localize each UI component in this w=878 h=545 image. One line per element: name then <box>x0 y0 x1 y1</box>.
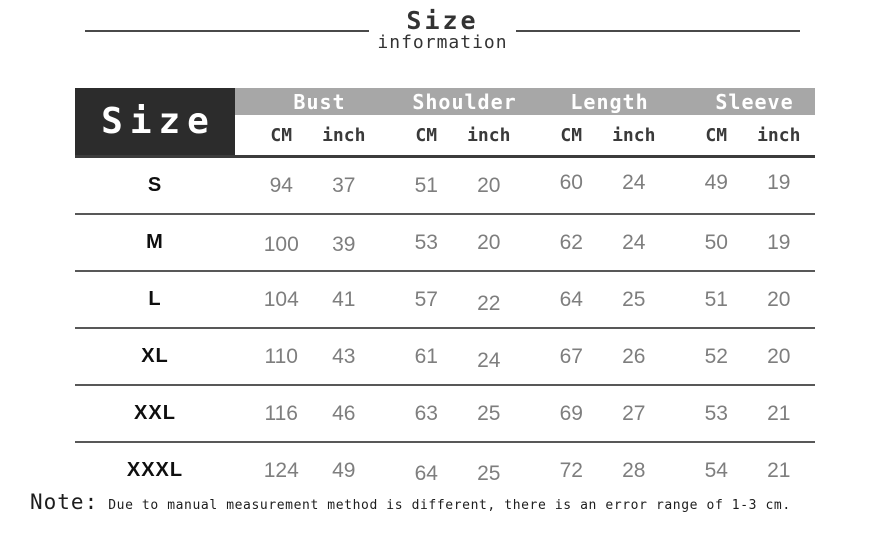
unit-header-row <box>235 115 815 155</box>
value-cell: 116 <box>264 401 298 425</box>
value-cell: 110 <box>264 344 298 368</box>
value-cell: 50 <box>704 230 728 254</box>
value-cell: 62 <box>559 230 583 254</box>
column-group-row <box>235 88 815 115</box>
table-header <box>75 88 815 158</box>
title-text <box>377 8 507 53</box>
value-cell: 60 <box>559 170 583 194</box>
value-cell: 54 <box>704 458 728 482</box>
value-cell: 20 <box>477 173 501 197</box>
value-cell: 20 <box>477 230 501 254</box>
column-group-bust: Bust <box>293 89 346 114</box>
size-label: XL <box>141 345 169 367</box>
value-cell: 24 <box>622 170 646 194</box>
value-cell: 20 <box>767 287 791 311</box>
table-row <box>75 215 815 272</box>
title-left-rule <box>85 30 369 32</box>
value-cell: 104 <box>263 287 299 311</box>
value-cell: 64 <box>559 287 583 311</box>
value-cell: 20 <box>767 344 791 368</box>
table-row <box>75 158 815 215</box>
title-right-rule <box>516 30 800 32</box>
table-row <box>75 386 815 443</box>
value-cell: 27 <box>622 401 646 425</box>
value-cell: 25 <box>477 401 501 425</box>
value-cell: 51 <box>414 173 438 197</box>
column-group-length: Length <box>570 89 649 114</box>
unit-bust-cm: CM <box>270 124 293 146</box>
value-cell: 19 <box>767 170 791 194</box>
value-cell: 25 <box>622 287 646 311</box>
value-cell: 52 <box>704 344 728 368</box>
value-cell: 94 <box>269 173 293 197</box>
unit-shoulder-cm: CM <box>415 124 438 146</box>
page-title <box>85 8 800 53</box>
value-cell: 37 <box>332 173 356 197</box>
value-cell: 41 <box>332 287 356 311</box>
value-cell: 67 <box>559 344 583 368</box>
size-label: L <box>148 288 162 310</box>
size-label: M <box>146 231 164 253</box>
table-header-columns <box>235 88 815 155</box>
value-cell: 25 <box>477 461 501 485</box>
size-label: XXL <box>134 402 176 424</box>
value-cell: 22 <box>477 291 501 315</box>
value-cell: 64 <box>414 461 438 485</box>
value-cell: 72 <box>559 458 583 482</box>
column-group-shoulder: Shoulder <box>412 89 517 114</box>
value-cell: 24 <box>622 230 646 254</box>
unit-length-cm: CM <box>560 124 583 146</box>
value-cell: 43 <box>332 344 356 368</box>
unit-shoulder-inch: inch <box>467 124 511 146</box>
table-row <box>75 329 815 386</box>
title-line2: information <box>377 32 508 54</box>
value-cell: 124 <box>263 458 299 482</box>
size-table <box>75 88 815 498</box>
value-cell: 49 <box>704 170 728 194</box>
value-cell: 28 <box>622 458 646 482</box>
value-cell: 49 <box>332 458 356 482</box>
title-line1: Size <box>406 6 479 35</box>
value-cell: 21 <box>767 401 791 425</box>
value-cell: 21 <box>767 458 791 482</box>
unit-sleeve-cm: CM <box>705 124 728 146</box>
value-cell: 57 <box>414 287 438 311</box>
note-label: Note: <box>30 490 99 514</box>
table-body <box>75 158 815 498</box>
unit-length-inch: inch <box>612 124 656 146</box>
value-cell: 61 <box>414 344 438 368</box>
table-row <box>75 272 815 329</box>
column-group-sleeve: Sleeve <box>715 89 794 114</box>
value-cell: 53 <box>704 401 728 425</box>
value-cell: 100 <box>263 232 299 256</box>
value-cell: 19 <box>767 230 791 254</box>
unit-sleeve-inch: inch <box>757 124 801 146</box>
value-cell: 26 <box>622 344 646 368</box>
note-text: Due to manual measurement method is different, there is an error range of 1-3 cm. <box>108 498 791 513</box>
unit-bust-inch: inch <box>322 124 366 146</box>
size-label: S <box>147 174 163 196</box>
note <box>30 490 791 514</box>
value-cell: 46 <box>332 401 356 425</box>
value-cell: 63 <box>414 401 438 425</box>
value-cell: 24 <box>477 348 501 372</box>
size-label: XXXL <box>126 459 184 481</box>
value-cell: 53 <box>414 230 438 254</box>
value-cell: 39 <box>332 232 356 256</box>
value-cell: 69 <box>559 401 583 425</box>
value-cell: 51 <box>704 287 728 311</box>
size-header-cell: Size <box>75 88 235 155</box>
